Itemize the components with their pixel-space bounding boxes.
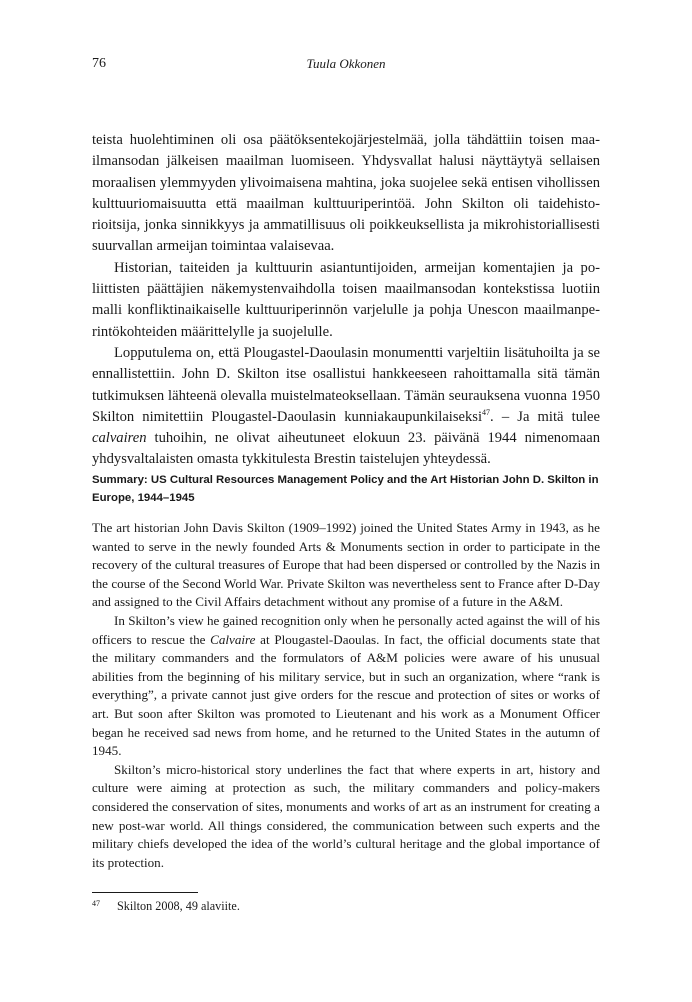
document-page: [92, 0, 600, 1002]
running-head: [92, 56, 600, 76]
summary-paragraph-1: The art historian John Davis Skilton (1909–1992) joined the United States Army in 1943, as he wanted to serve in the newly founded Arts & Monuments section in order to participate in the recovery of the cultural treasures of Europe that had been dispersed or controlled by the Nazis in the course of the Second World War. Private Skilton was nevertheless sent to France after D-Day and assigned to the Civil Affairs detachment without any promise of a future in the A&M.: [92, 520, 600, 610]
summary-paragraph-2-italic: Calvaire: [210, 631, 256, 647]
finnish-paragraph-3-italic: calvairen: [92, 430, 147, 447]
summary-paragraph-3: Skilton’s micro-historical story underlines the fact that where experts in art, history and culture were aiming at protection as such, the military commanders and policy-makers considered the conservation of sites, monuments and works of art as an instrument for creating a new post-war world. All things considered, the communication between such experts and the military chiefs developed the idea of the world’s cultural heritage and the global importance of its protection.: [92, 761, 600, 870]
running-head-author: Tuula Okkonen: [306, 56, 386, 71]
footnote: [92, 898, 600, 914]
finnish-paragraph-3-part-a: Lopputulema on, että Plougastel-Daoulasin monumentti varjeltiin lisätuhoilta ja se ennallistettiin. John D. Skilton itse osallistui hankkeeseen rahoittamalla sitä tämän tutkimuksen lähteenä olevalla muistelmateoksellaan. Tämän seurauksena vuonna 1950 Skilton nimitettiin Plougastel-Daoulasin kunniakaupunkilaiseksi: [92, 344, 600, 425]
footnote-number: 47: [92, 899, 100, 908]
page-number: 76: [92, 56, 106, 71]
footnote-divider: [92, 892, 198, 893]
finnish-paragraph-1: teista huolehtiminen oli osa päätöksentekojärjestelmää, jolla tähdättiin toisen maailmansodan jälkeisen maailman luomiseen. Yhdysvallat halusi näyttäytyä sellaisen moraalisen ylemmyyden ylivoimaisena mahtina, joka suojelee sekä entisen vihollissen kulttuuriomaisuutta että maailman kulttuuriperintöä. John Skilton oli taidehistorioitsija, jonka sinnikkyys ja ammatillisuus oli poikkeuksellista ja mikrohistoriallisesti suurvallan armeijan toimintaa valaisevaa.: [92, 132, 600, 255]
finnish-paragraph-3: [92, 343, 600, 471]
footnote-reference-47[interactable]: 47: [482, 408, 491, 417]
summary-paragraph-2-part-a: In Skilton’s view he gained recognition only when he personally acted against the will of his officers to rescue the: [92, 612, 600, 647]
summary-body-text: [92, 519, 600, 872]
summary-paragraph-2-part-b: at Plougastel-Daoulas. In fact, the official documents state that the military commanders and the formulators of A&M policies were aware of his unusual abilities from the beginning of his military service, but in such an organization, where “rank is everything”, a private cannot just give orders for the rescue and protection of sites or works of art. But soon after Skilton was promoted to Lieutenant and his work as a Monument Officer began he received sad news from home, and he returned to the United States in the autumn of 1945.: [92, 631, 600, 759]
summary-heading: Summary: US Cultural Resources Management Policy and the Art Historian John D. Skilton in Europe, 1944–1945: [92, 474, 599, 504]
finnish-paragraph-2: Historian, taiteiden ja kulttuurin asiantuntijoiden, armeijan komentajien ja poliittisten päättäjien näkemystenvaihdolla toisen maailmansodan kontekstissa luotiin malli konfliktinaikaiselle kulttuuriperinnön varjelulle ja pohja Unescon maailmanperintökohteiden määrittelylle ja suojelulle.: [92, 259, 600, 340]
footnote-text: Skilton 2008, 49 alaviite.: [117, 899, 240, 913]
summary-paragraph-2: [92, 612, 600, 761]
finnish-body-text: [92, 130, 600, 471]
finnish-paragraph-3-part-b: . – Ja mitä tulee: [490, 408, 600, 425]
finnish-paragraph-3-part-c: tuhoihin, ne olivat aiheutuneet elokuun 23. päivänä 1944 nimenomaan yhdysvaltalaisten omasta tykkitulesta Brestin taistelujen yhteydessä.: [92, 430, 600, 468]
